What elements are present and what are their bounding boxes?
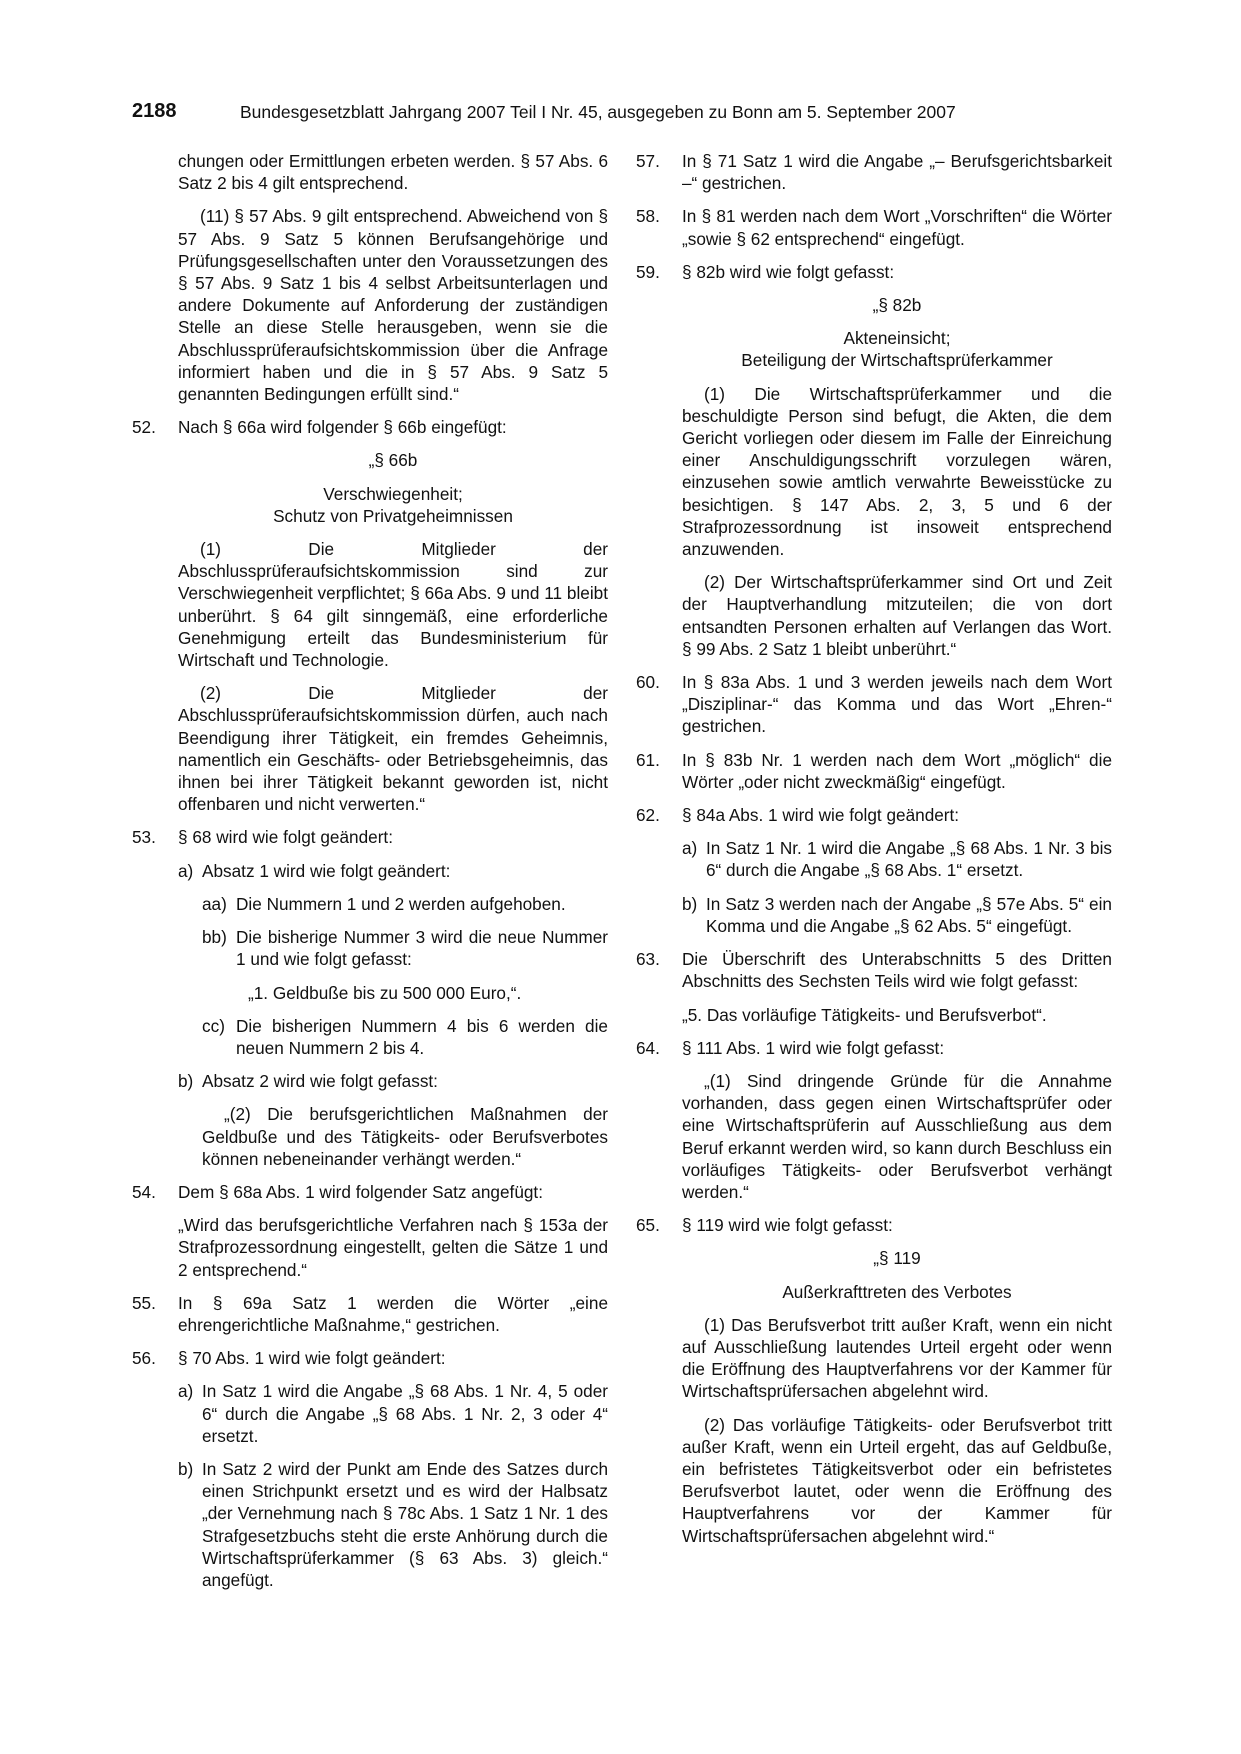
- subsection-text: (2) Die Mitglieder der Abschlussprüferaufsichtskommission dürfen, auch nach Beendigung ihrer Tätigkeit, ein fremdes Geheimnis, namentlich ein Geschäfts- oder Betriebsgeheimnis, das ihnen bei ihrer Tätigkeit bekannt geworden ist, nicht offenbaren und nicht verwerten.“: [178, 683, 608, 815]
- subsection-text: (2) Der Wirtschaftsprüferkammer sind Ort und Zeit der Hauptverhandlung mitzuteilen; die von dort entsandten Personen erhalten auf Verlangen das Wort. § 99 Abs. 2 Satz 1 bleibt unberührt.“: [682, 572, 1112, 659]
- sub-item-letter: b): [682, 893, 698, 914]
- sub-item-text: In Satz 3 werden nach der Angabe „§ 57e Abs. 5“ ein Komma und die Angabe „§ 62 Abs. 5“ eingefügt.: [706, 893, 1112, 936]
- item-number: 61.: [636, 749, 660, 770]
- item-text: § 84a Abs. 1 wird wie folgt geändert:: [682, 805, 960, 826]
- item-number: 55.: [132, 1292, 156, 1313]
- paragraph-section-11: (11) § 57 Abs. 9 gilt entsprechend. Abweichend von § 57 Abs. 9 Satz 5 können Berufsangehörige und Prüfungsgesellschaften unter den Voraussetzungen des § 57 Abs. 9 Satz 1 bis 4 selbst Arbeitsunterlagen und andere Dokumente auf Anforderung der zuständigen Stelle an diese Stelle herausgeben, wenn sie die Abschlussprüferaufsichtskommission über die Anfrage informiert haben und die in § 57 Abs. 9 Satz 5 genannten Bedingungen erfüllt sind.“: [178, 206, 608, 405]
- item-text: § 82b wird wie folgt gefasst:: [682, 261, 895, 282]
- list-item-59: [636, 261, 1112, 283]
- list-item-64: [636, 1037, 1112, 1059]
- section-heading: Außerkrafttreten des Verbotes: [782, 1281, 1012, 1302]
- sub-sub-item-text: Die Nummern 1 und 2 werden aufgehoben.: [236, 893, 566, 914]
- sub-item-letter: b): [178, 1071, 194, 1092]
- paragraph-label: „§ 82b: [872, 295, 922, 316]
- item-number: 62.: [636, 805, 660, 826]
- list-item-63: [636, 948, 1112, 992]
- sub-sub-item: [202, 926, 608, 970]
- left-column: [132, 150, 608, 1602]
- quoted-text: „(1) Sind dringende Gründe für die Annahme vorhanden, dass gegen einen Wirtschaftsprüfer oder eine Wirtschaftsprüferin auf Ausschließung aus dem Beruf erkannt werden wird, so kann durch Beschluss ein vorläufiges Tätigkeits- oder Berufsverbot verhängt werden.“: [682, 1070, 1112, 1202]
- item-text: In § 81 werden nach dem Wort „Vorschriften“ die Wörter „sowie § 62 entsprechend“ eingefügt.: [682, 206, 1112, 249]
- list-item-55: [132, 1292, 608, 1336]
- subsection-text: (1) Die Mitglieder der Abschlussprüferaufsichtskommission sind zur Verschwiegenheit verpflichtet; § 66a Abs. 9 und 11 bleibt unberührt. § 64 gilt sinngemäß, eine erforderliche Genehmigung erteilt das Bundesministerium für Wirtschaft und Technologie.: [178, 539, 608, 671]
- quoted-text: „Wird das berufsgerichtliche Verfahren nach § 153a der Strafprozessordnung eingestellt, gelten die Sätze 1 und 2 entsprechend.“: [178, 1215, 608, 1280]
- item-text: § 68 wird wie folgt geändert:: [178, 827, 393, 848]
- right-column: [636, 150, 1112, 1558]
- list-item-53: [132, 826, 608, 848]
- sub-item: [178, 860, 608, 882]
- sub-item-letter: a): [178, 1381, 194, 1402]
- sub-sub-item: [202, 1015, 608, 1059]
- list-item-52: [132, 416, 608, 438]
- sub-item: [178, 1380, 608, 1447]
- sub-item: [682, 893, 1112, 937]
- item-number: 58.: [636, 206, 660, 227]
- sub-item-text: In Satz 1 Nr. 1 wird die Angabe „§ 68 Abs. 1 Nr. 3 bis 6“ durch die Angabe „§ 68 Abs. 1“ ersetzt.: [706, 838, 1112, 881]
- sub-item-letter: a): [178, 860, 194, 881]
- list-item-61: [636, 749, 1112, 793]
- item-text: § 119 wird wie folgt gefasst:: [682, 1215, 893, 1236]
- item-number: 52.: [132, 417, 156, 438]
- sub-item-text: In Satz 1 wird die Angabe „§ 68 Abs. 1 Nr. 4, 5 oder 6“ durch die Angabe „§ 68 Abs. 1 Nr. 2, 3 oder 4“ ersetzt.: [202, 1381, 608, 1446]
- sub-item-text: Absatz 2 wird wie folgt gefasst:: [202, 1071, 438, 1092]
- sub-item: [178, 1070, 608, 1092]
- list-item-60: [636, 671, 1112, 738]
- subsection-text: (2) Das vorläufige Tätigkeits- oder Berufsverbot tritt außer Kraft, wenn ein Urteil ergeht, das auf Geldbuße, ein befristetes Tätigkeitsverbot oder ein befristetes Berufsverbot lautet, oder wenn die Eröffnung des Hauptverfahrens vor der Kammer für Wirtschaftsprüfersachen abgelehnt wird.“: [682, 1414, 1112, 1546]
- item-number: 56.: [132, 1348, 156, 1369]
- item-text: In § 83b Nr. 1 werden nach dem Wort „möglich“ die Wörter „oder nicht zweckmäßig“ eingefügt.: [682, 749, 1112, 792]
- list-item-65: [636, 1214, 1112, 1236]
- subsection-text: (1) Das Berufsverbot tritt außer Kraft, wenn ein nicht auf Ausschließung lautendes Urteil ergeht oder wenn die Eröffnung des Hauptverfahrens vor der Kammer für Wirtschaftsprüfersachen abgelehnt wird.: [682, 1314, 1112, 1402]
- item-number: 54.: [132, 1181, 156, 1202]
- item-number: 57.: [636, 151, 660, 171]
- item-text: In § 83a Abs. 1 und 3 werden jeweils nach dem Wort „Disziplinar-“ das Komma und das Wort „Ehren-“ gestrichen.: [682, 672, 1112, 737]
- item-number: 63.: [636, 949, 660, 970]
- sub-item-text: Absatz 1 wird wie folgt geändert:: [202, 860, 451, 881]
- item-text: § 111 Abs. 1 wird wie folgt gefasst:: [682, 1037, 945, 1058]
- sub-sub-item-text: Die bisherige Nummer 3 wird die neue Nummer 1 und wie folgt gefasst:: [236, 927, 608, 970]
- item-number: 65.: [636, 1215, 660, 1236]
- item-number: 53.: [132, 827, 156, 848]
- running-header: Bundesgesetzblatt Jahrgang 2007 Teil I Nr. 45, ausgegeben zu Bonn am 5. September 2007: [240, 102, 956, 122]
- sub-sub-item: [202, 893, 608, 915]
- sub-sub-item-letter: cc): [202, 1015, 225, 1036]
- section-heading: Verschwiegenheit;: [323, 483, 463, 504]
- paragraph-label: „§ 119: [873, 1248, 921, 1269]
- item-text: In § 71 Satz 1 wird die Angabe „– Berufsgerichtsbarkeit –“ gestrichen.: [682, 151, 1112, 194]
- sub-item: [682, 837, 1112, 881]
- list-item-54: [132, 1181, 608, 1203]
- quoted-text: „1. Geldbuße bis zu 500 000 Euro,“.: [248, 982, 522, 1003]
- item-text: Dem § 68a Abs. 1 wird folgender Satz angefügt:: [178, 1181, 543, 1202]
- quoted-text: „5. Das vorläufige Tätigkeits- und Berufsverbot“.: [682, 1004, 1047, 1025]
- list-item-57: [636, 150, 1112, 194]
- list-item-58: [636, 205, 1112, 249]
- sub-item: [178, 1458, 608, 1591]
- subsection-text: (1) Die Wirtschaftsprüferkammer und die beschuldigte Person sind befugt, die Akten, die dem Gericht vorliegen oder diesem im Falle der Einreichung einer Anschuldigungsschrift vorzulegen wären, einzusehen sowie amtlich verwahrte Beweisstücke zu besichtigen. § 147 Abs. 2, 3, 5 und 6 der Strafprozessordnung ist insoweit entsprechend anzuwenden.: [682, 383, 1112, 560]
- paragraph-continuation: chungen oder Ermittlungen erbeten werden. § 57 Abs. 6 Satz 2 bis 4 gilt entsprechend.: [178, 151, 608, 194]
- item-number: 64.: [636, 1037, 660, 1058]
- list-item-62: [636, 804, 1112, 826]
- item-number: 59.: [636, 261, 660, 282]
- sub-sub-item-letter: aa): [202, 893, 227, 914]
- item-text: Die Überschrift des Unterabschnitts 5 des Dritten Abschnitts des Sechsten Teils wird wie folgt gefasst:: [682, 949, 1112, 992]
- item-text: In § 69a Satz 1 werden die Wörter „eine ehrengerichtliche Maßnahme,“ gestrichen.: [178, 1292, 608, 1335]
- section-heading: Schutz von Privatgeheimnissen: [273, 505, 513, 526]
- sub-sub-item-text: Die bisherigen Nummern 4 bis 6 werden die neuen Nummern 2 bis 4.: [236, 1015, 608, 1058]
- section-heading: Akteneinsicht;: [843, 328, 951, 349]
- paragraph-label: „§ 66b: [368, 450, 418, 471]
- quoted-text: „(2) Die berufsgerichtlichen Maßnahmen der Geldbuße und des Tätigkeits- oder Berufsverbotes können nebeneinander verhängt werden.“: [202, 1104, 608, 1169]
- sub-sub-item-letter: bb): [202, 927, 227, 948]
- page-number: 2188: [132, 100, 177, 122]
- sub-item-letter: b): [178, 1458, 194, 1479]
- item-text: Nach § 66a wird folgender § 66b eingefügt:: [178, 417, 507, 438]
- section-heading: Beteiligung der Wirtschaftsprüferkammer: [741, 350, 1053, 371]
- sub-item-letter: a): [682, 838, 698, 859]
- list-item-56: [132, 1347, 608, 1369]
- sub-item-text: In Satz 2 wird der Punkt am Ende des Satzes durch einen Strichpunkt ersetzt und es wird der Halbsatz „der Vernehmung nach § 78c Abs. 1 Satz 1 Nr. 1 des Strafgesetzbuchs steht die erste Anhörung durch die Wirtschaftsprüferkammer (§ 63 Abs. 3) gleich.“ angefügt.: [202, 1458, 608, 1590]
- item-number: 60.: [636, 672, 660, 693]
- item-text: § 70 Abs. 1 wird wie folgt geändert:: [178, 1348, 446, 1369]
